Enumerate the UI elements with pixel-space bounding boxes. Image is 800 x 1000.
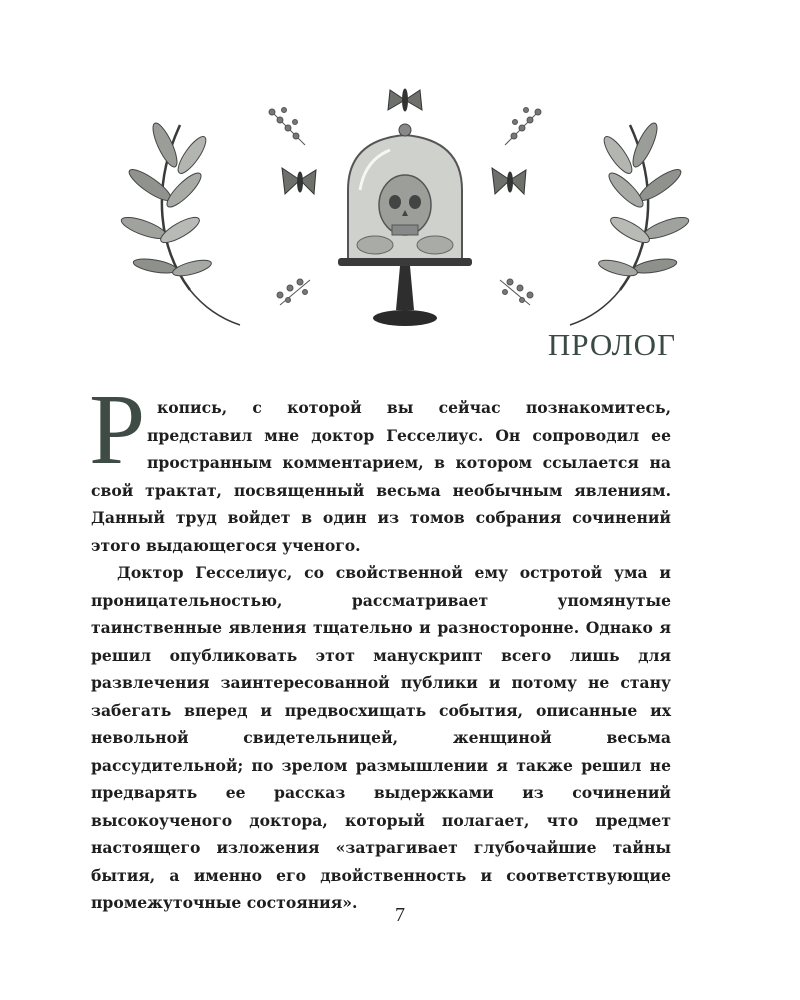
drop-cap: Р <box>89 373 146 485</box>
paragraph-2: Доктор Гесселиус, со свойственной ему остротой ума и проницательностью, рассматривает упомянутые таинственные явления тщательно и разносторонне. Однако я решил опубликовать этот манускрипт всего лишь для развлечения заинтересованной публики и потому не стану забегать вперед и предвосхищать события, описанные их невольной свидетельницей, женщиной весьма рассудительной; по зрелом размышлении я также решил не предварять ее рассказ выдержками из сочинений высокоученого доктора, который полагает, что предмет настоящего изложения «затрагивает глубочайшие тайны бытия, а именно его двойственность и соответствующие промежуточные состояния». <box>91 563 671 912</box>
chapter-body <box>89 373 671 917</box>
right-laurel-branch-icon <box>570 120 690 325</box>
bell-jar-icon <box>338 124 472 326</box>
page-number: 7 <box>395 904 405 926</box>
chapter-illustration <box>120 70 690 335</box>
left-laurel-branch-icon <box>120 120 240 325</box>
paragraph-1: укопись, с которой вы сейчас познакомитесь, представил мне доктор Гесселиус. Он сопроводил ее пространным комментарием, в котором ссылается на свой трактат, посвященный весьма необычным явлениям. Данный труд войдет в один из томов собрания сочинений этого выдающегося ученого. <box>91 398 671 555</box>
chapter-title: ПРОЛОГ <box>547 327 676 362</box>
